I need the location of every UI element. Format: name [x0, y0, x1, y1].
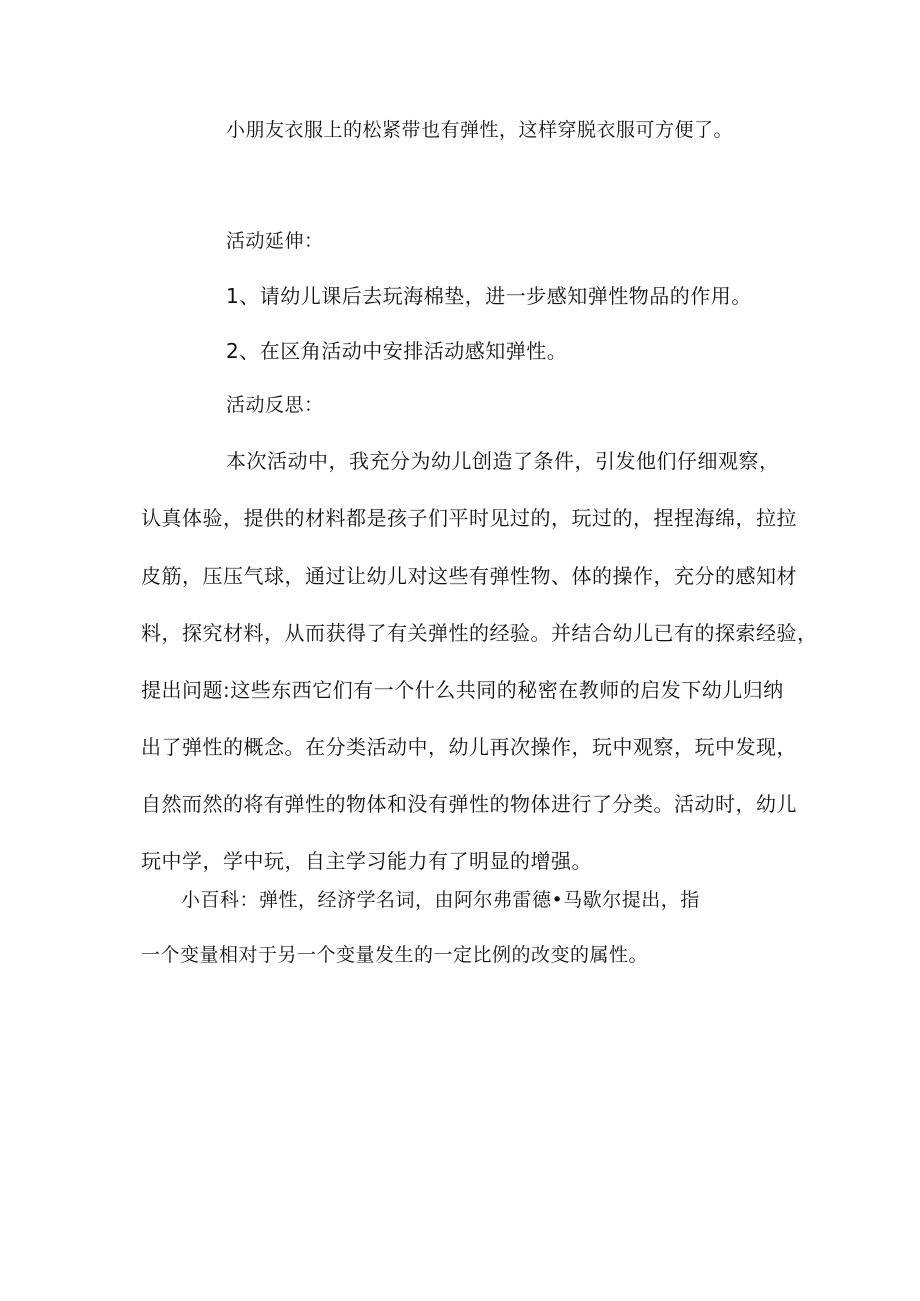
reflection-line-8: 玩中学，学中玩，自主学习能力有了明显的增强。 — [141, 849, 592, 873]
heading-activity-extension: 活动延伸： — [226, 230, 324, 252]
reflection-line-4: 料，探究材料，从而获得了有关弹性的经验。并结合幼儿已有的探索经验， — [141, 621, 818, 645]
paragraph-elastic-band: 小朋友衣服上的松紧带也有弹性，这样穿脱衣服可方便了。 — [226, 119, 734, 141]
encyclopedia-line-1: 小百科：弹性，经济学名词，由阿尔弗雷德•马歇尔提出，指 — [181, 889, 700, 911]
reflection-line-6: 出了弹性的概念。在分类活动中，幼儿再次操作，玩中观察，玩中发现， — [141, 735, 797, 759]
reflection-line-7: 自然而然的将有弹性的物体和没有弹性的物体进行了分类。活动时，幼儿 — [141, 792, 797, 816]
reflection-line-1: 本次活动中，我充分为幼儿创造了条件，引发他们仔细观察， — [226, 449, 780, 473]
reflection-line-2: 认真体验，提供的材料都是孩子们平时见过的，玩过的，捏捏海绵，拉拉 — [141, 506, 797, 530]
encyclopedia-line-2: 一个变量相对于另一个变量发生的一定比例的改变的属性。 — [141, 944, 649, 966]
heading-activity-reflection: 活动反思： — [226, 394, 324, 416]
reflection-line-3: 皮筋，压压气球，通过让幼儿对这些有弹性物、体的操作，充分的感知材 — [141, 564, 797, 588]
reflection-line-5: 提出问题:这些东西它们有一个什么共同的秘密在教师的启发下幼儿归纳 — [141, 678, 784, 702]
extension-item-1: 1、请幼儿课后去玩海棉垫，进一步感知弹性物品的作用。 — [226, 284, 752, 308]
extension-item-2: 2、在区角活动中安排活动感知弹性。 — [226, 339, 568, 363]
